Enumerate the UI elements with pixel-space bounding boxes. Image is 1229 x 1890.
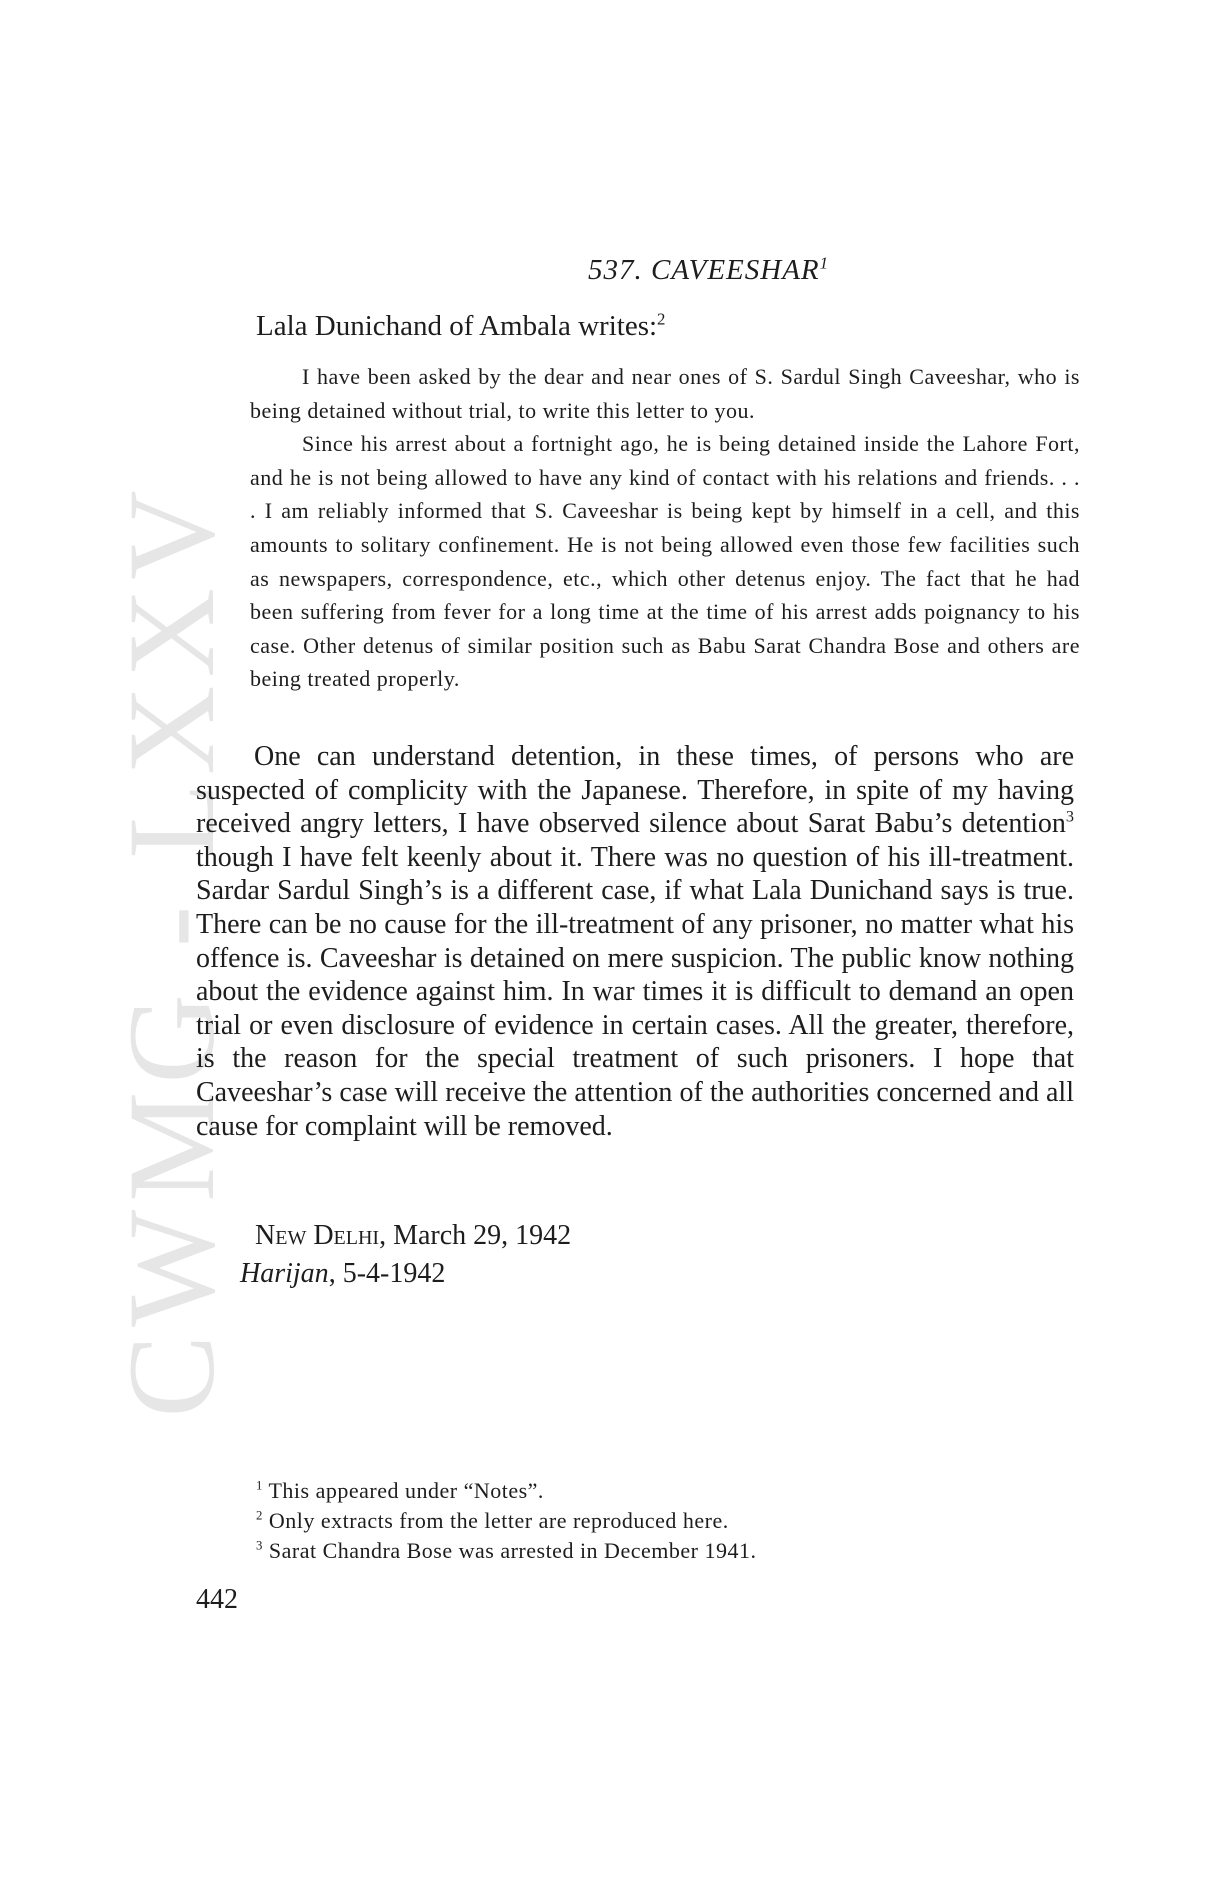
intro-text: Lala Dunichand of Ambala writes:: [256, 310, 658, 342]
main-text-part-1: One can understand detention, in these times, of persons who are suspected of complicity with the Japanese. Therefore, in spite of my having received angry letters, I have observed silence about Sarat Babu’s detention: [196, 741, 1074, 840]
main-footnote-marker: 3: [1065, 807, 1074, 826]
article-title: [588, 254, 829, 287]
article-number: 537.: [588, 254, 643, 286]
footnote-1-text: This appeared under “Notes”.: [262, 1478, 544, 1503]
source-date: , 5-4-1942: [328, 1258, 446, 1289]
footnote-2: [256, 1506, 756, 1536]
footnote-2-mark: 2: [256, 1508, 263, 1523]
footnote-3-mark: 3: [256, 1538, 263, 1553]
quote-paragraph-2: Since his arrest about a fortnight ago, he is being detained inside the Lahore Fort, and he is not being allowed to have any kind of contact with his relations and friends. . . . I am reliably informed that S. Caveeshar is being kept by himself in a cell, and this amounts to solitary confinement. He is not being allowed even those few facilities such as newspapers, correspondence, etc., which other detenus enjoy. The fact that he had been suffering from fever for a long time at the time of his arrest adds poignancy to his case. Other detenus of similar position such as Babu Sarat Chandra Bose and others are being treated properly.: [250, 431, 1080, 692]
article-title-text: CAVEESHAR: [651, 254, 820, 286]
intro-footnote-marker: 2: [657, 309, 666, 329]
quote-paragraph-1: I have been asked by the dear and near ones of S. Sardul Singh Caveeshar, who is being detained without trial, to write this letter to you.: [250, 364, 1080, 423]
footnote-2-text: Only extracts from the letter are reproduced here.: [262, 1508, 729, 1533]
main-paragraph: [196, 740, 1074, 1143]
footnote-3-text: Sarat Chandra Bose was arrested in December 1941.: [262, 1538, 757, 1563]
footnote-3: [256, 1536, 756, 1566]
footnote-1: [256, 1476, 756, 1506]
source-line: [240, 1258, 445, 1290]
watermark-text: CWMG - LXXV: [103, 482, 240, 1418]
intro-line: [256, 310, 665, 343]
title-footnote-marker: 1: [819, 253, 830, 273]
footnote-1-mark: 1: [256, 1478, 263, 1493]
dateline-date: , March 29, 1942: [379, 1220, 572, 1251]
source-title: Harijan: [240, 1258, 329, 1289]
quoted-letter: [250, 360, 1080, 696]
dateline: [255, 1220, 571, 1252]
dateline-place: New Delhi: [255, 1220, 380, 1251]
page-number: 442: [196, 1584, 238, 1615]
footnotes: [256, 1476, 756, 1566]
main-text-part-2: though I have felt keenly about it. There was no question of his ill-treatment. Sardar Sardul Singh’s is a different case, if what Lala Dunichand says is true. There can be no cause for the ill-treatment of any prisoner, no matter what his offence is. Caveeshar is detained on mere suspicion. The public know nothing about the evidence against him. In war times it is difficult to demand an open trial or even disclosure of evidence in certain cases. All the greater, therefore, is the reason for the special treatment of such prisoners. I hope that Caveeshar’s case will receive the attention of the authorities concerned and all cause for complaint will be removed.: [196, 841, 1074, 1142]
